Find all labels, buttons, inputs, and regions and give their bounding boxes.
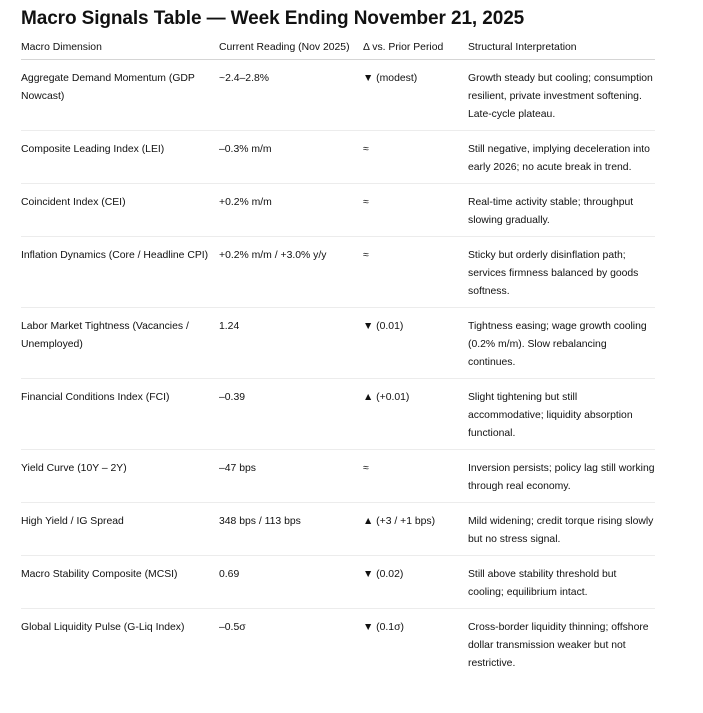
cell-dimension: High Yield / IG Spread	[21, 503, 219, 556]
cell-reading: –0.5σ	[219, 622, 246, 633]
cell-interpretation: Mild widening; credit torque rising slowly but no stress signal.	[468, 503, 655, 556]
cell-dimension: Yield Curve (10Y – 2Y)	[21, 450, 219, 503]
cell-interpretation: Slight tightening but still accommodative; liquidity absorption functional.	[468, 379, 655, 450]
header-current-reading: Current Reading (Nov 2025)	[219, 42, 363, 60]
cell-delta: ▲ (+0.01)	[363, 379, 468, 450]
table-row	[21, 503, 655, 556]
cell-reading: ~2.4–2.8%	[219, 60, 363, 131]
cell-reading: +0.2% m/m / +3.0% y/y	[219, 237, 363, 308]
cell-interpretation: Tightness easing; wage growth cooling (0.2% m/m). Slow rebalancing continues.	[468, 308, 655, 379]
cell-dimension: Aggregate Demand Momentum (GDP Nowcast)	[21, 60, 219, 131]
header-row	[21, 42, 655, 60]
cell-interpretation: Inversion persists; policy lag still working through real economy.	[468, 450, 655, 503]
cell-dimension: Financial Conditions Index (FCI)	[21, 379, 219, 450]
cell-delta: ≈	[363, 237, 468, 308]
cell-delta: ▼ (0.02)	[363, 556, 468, 609]
cell-interpretation: Sticky but orderly disinflation path; services firmness balanced by goods softness.	[468, 237, 655, 308]
table-row	[21, 184, 655, 237]
cell-delta: ▲ (+3 / +1 bps)	[363, 503, 468, 556]
cell-reading: 348 bps / 113 bps	[219, 503, 363, 556]
table-header	[21, 42, 655, 60]
header-macro-dimension: Macro Dimension	[21, 42, 219, 60]
cell-delta: ≈	[363, 450, 468, 503]
cell-dimension: Inflation Dynamics (Core / Headline CPI)	[21, 237, 219, 308]
cell-interpretation: Cross-border liquidity thinning; offshore dollar transmission weaker but not restrictive.	[468, 622, 649, 669]
table-row	[21, 60, 655, 131]
cell-dimension: Composite Leading Index (LEI)	[21, 131, 219, 184]
cell-interpretation: Growth steady but cooling; consumption resilient, private investment softening. Late-cycle plateau.	[468, 60, 655, 131]
cell-reading: –47 bps	[219, 450, 363, 503]
cell-delta: ▼ (0.01)	[363, 308, 468, 379]
cell-delta: ▼ (modest)	[363, 60, 468, 131]
cell-reading: 0.69	[219, 556, 363, 609]
cell-interpretation: Still negative, implying deceleration into early 2026; no acute break in trend.	[468, 131, 655, 184]
cell-reading: 1.24	[219, 308, 363, 379]
page-title: Macro Signals Table — Week Ending November 21, 2025	[21, 8, 525, 29]
table-row	[21, 308, 655, 379]
table-row	[21, 609, 655, 680]
cell-dimension: Global Liquidity Pulse (G-Liq Index)	[21, 622, 185, 633]
header-interpretation: Structural Interpretation	[468, 42, 655, 60]
cell-dimension: Macro Stability Composite (MCSI)	[21, 556, 219, 609]
cell-interpretation: Real-time activity stable; throughput slowing gradually.	[468, 184, 655, 237]
table-row	[21, 450, 655, 503]
cell-delta: ▼ (0.1σ)	[363, 622, 404, 633]
macro-signals-table	[21, 42, 655, 679]
cell-interpretation: Still above stability threshold but cooling; equilibrium intact.	[468, 556, 655, 609]
table-row	[21, 379, 655, 450]
cell-reading: –0.39	[219, 379, 363, 450]
cell-dimension: Coincident Index (CEI)	[21, 184, 219, 237]
table-row	[21, 556, 655, 609]
table-body	[21, 60, 655, 680]
cell-delta: ≈	[363, 131, 468, 184]
table-row	[21, 237, 655, 308]
table-row	[21, 131, 655, 184]
cell-reading: +0.2% m/m	[219, 184, 363, 237]
cell-delta: ≈	[363, 184, 468, 237]
header-delta: Δ vs. Prior Period	[363, 42, 468, 60]
cell-dimension: Labor Market Tightness (Vacancies / Unemployed)	[21, 308, 219, 379]
cell-reading: –0.3% m/m	[219, 131, 363, 184]
